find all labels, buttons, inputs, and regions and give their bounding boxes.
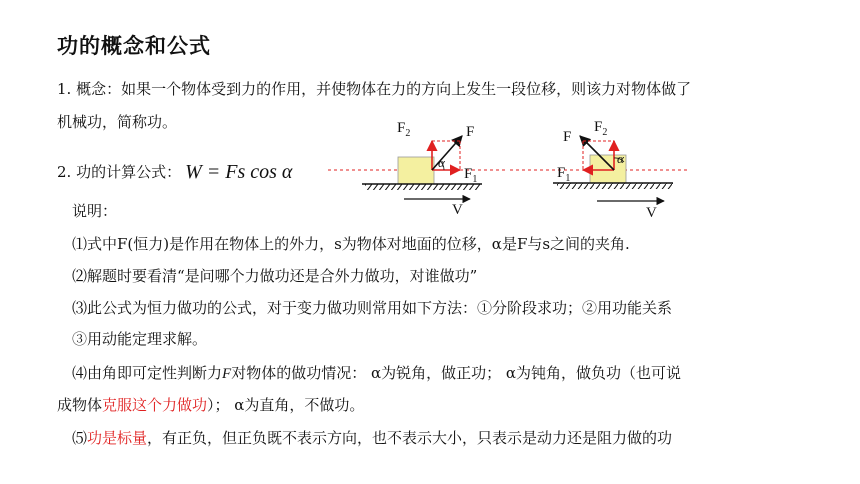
explain-item-2: ⑵解题时要看清“是问哪个力做功还是合外力做功，对谁做功” (72, 267, 478, 285)
left-f2-label: $F_2$ (397, 120, 411, 139)
item4a-post: 对物体的做功情况： α为锐角，做正功； α为钝角，做负功（也可说 (231, 364, 681, 382)
explain-item-3a: ⑶此公式为恒力做功的公式，对于变力做功则常用如下方法：①分阶段求功；②用功能关系 (72, 299, 673, 317)
right-f-label: F (563, 129, 572, 145)
explain-heading: 说明： (72, 202, 118, 220)
left-diagram (328, 120, 508, 218)
work-formula: W = Fs cos α (185, 161, 293, 183)
right-f2-label: $F_2$ (594, 119, 608, 138)
right-v-label: V (646, 205, 657, 221)
page-title: 功的概念和公式 (57, 34, 211, 58)
concept-line-2: 机械功，简称功。 (57, 113, 178, 131)
left-f-label: F (466, 124, 475, 140)
right-diagram (510, 119, 690, 221)
formula-label: 2. 功的计算公式： (57, 163, 182, 181)
explain-item-1: ⑴式中F(恒力)是作用在物体上的外力，s为物体对地面的位移，α是F与s之间的夹角. (72, 235, 630, 253)
explain-item-3b: ③用动能定理求解。 (72, 330, 208, 348)
item4b-highlight: 克服这个力做功 (102, 396, 208, 414)
item5-highlight: 功是标量 (87, 429, 148, 447)
item4b-pre: 成物体 (57, 396, 103, 414)
left-v-label: V (452, 202, 463, 218)
left-f1-label: $F_1$ (464, 166, 478, 185)
item5-pre: ⑸ (72, 429, 88, 447)
left-block (398, 157, 434, 184)
right-ground-hatch (557, 183, 673, 189)
left-alpha-label: α (438, 155, 445, 170)
item5-post: ，有正负，但正负既不表示方向，也不表示大小，只表示是动力还是阻力做的功 (147, 429, 673, 447)
item4a-pre: ⑷由角即可定性判断力 (72, 364, 223, 382)
right-alpha-label: α (617, 151, 624, 166)
item4a-force: F (222, 366, 232, 382)
right-f1-label: $F_1$ (557, 165, 571, 184)
left-ground-hatch (365, 184, 481, 190)
item4b-post: ）； α为直角，不做功。 (207, 396, 365, 414)
concept-line-1: 1. 概念：如果一个物体受到力的作用，并使物体在力的方向上发生一段位移，则该力对物体做了 (57, 80, 692, 98)
